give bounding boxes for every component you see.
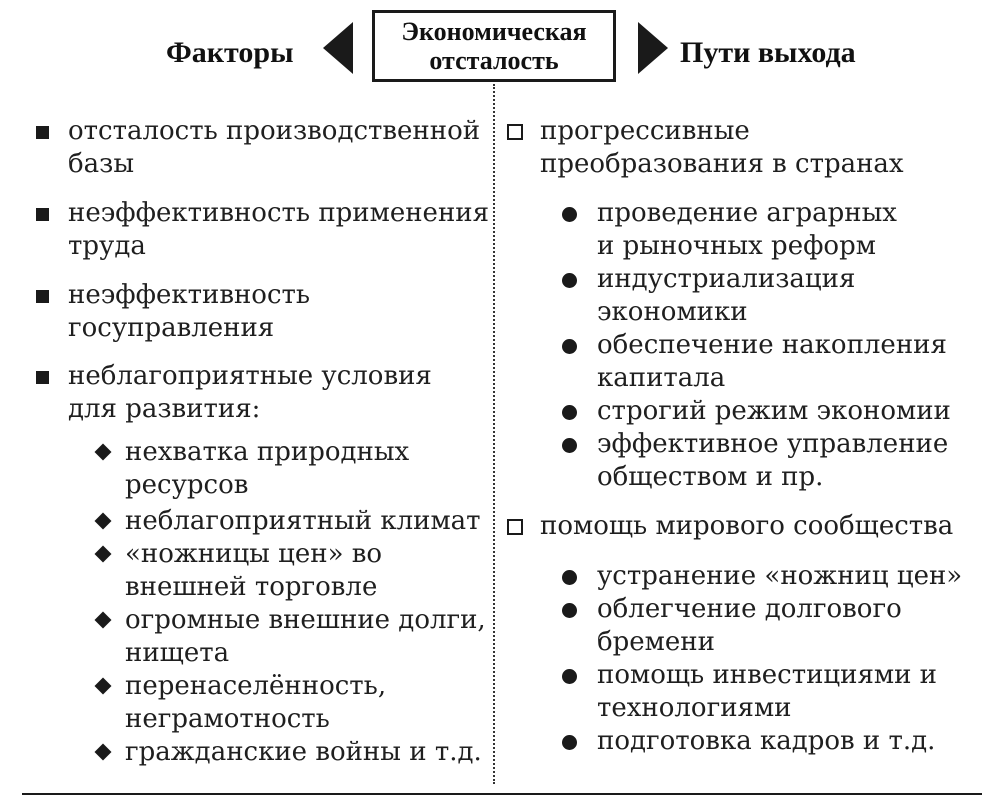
filled-square-bullet-icon [36,290,49,303]
round-bullet-icon [562,405,577,420]
solution-item: строгий режим экономии [597,396,951,426]
round-bullet-icon [562,669,577,684]
solution-item: проведение аграрных и рыночных реформ [597,198,897,261]
diamond-bullet-icon [95,612,112,629]
factor-subitem: нехватка природных ресурсов [125,437,410,500]
diamond-bullet-icon [95,744,112,761]
round-bullet-icon [562,273,577,288]
factor-item: отсталость производственной базы [68,116,481,179]
round-bullet-icon [562,570,577,585]
factor-subitem: перенаселённость, неграмотность [125,671,387,734]
diamond-bullet-icon [95,444,112,461]
solution-group-label: помощь мирового сообщества [540,511,954,541]
open-square-bullet-icon [507,124,523,140]
bottom-rule [22,793,982,795]
factor-item: неэффективность госуправления [68,280,311,343]
solution-item: индустриализация экономики [597,264,856,327]
round-bullet-icon [562,207,577,222]
round-bullet-icon [562,438,577,453]
round-bullet-icon [562,735,577,750]
solution-item: устранение «ножниц цен» [597,561,963,591]
round-bullet-icon [562,339,577,354]
factor-subitem: неблагоприятный климат [125,506,481,536]
solution-item: подготовка кадров и т.д. [597,726,936,756]
factor-subitem: гражданские войны и т.д. [125,737,482,767]
solution-item: облегчение долгового бремени [597,594,902,657]
diamond-bullet-icon [95,678,112,695]
solutions-header: Пути выхода [680,36,856,69]
solution-item: эффективное управление обществом и пр. [597,429,949,492]
factor-item: неблагоприятные условия для развития: [68,361,432,424]
factor-subitem: огромные внешние долги, нищета [125,605,486,668]
column-divider [493,84,495,784]
factor-subitem: «ножницы цен» во внешней торговле [125,539,383,602]
factor-item: неэффективность применения труда [68,198,490,261]
central-concept-box [372,10,616,82]
round-bullet-icon [562,603,577,618]
diamond-bullet-icon [95,546,112,563]
solution-item: помощь инвестициями и технологиями [597,660,938,723]
diamond-bullet-icon [95,513,112,530]
arrow-right-icon [638,22,668,74]
central-concept-title: Экономическая отсталость [401,17,587,75]
filled-square-bullet-icon [36,208,49,221]
filled-square-bullet-icon [36,126,49,139]
filled-square-bullet-icon [36,371,49,384]
solution-group-label: прогрессивные преобразования в странах [540,116,904,179]
factors-header: Факторы [166,36,294,69]
open-square-bullet-icon [507,519,523,535]
solution-item: обеспечение накопления капитала [597,330,947,393]
arrow-left-icon [323,22,353,74]
